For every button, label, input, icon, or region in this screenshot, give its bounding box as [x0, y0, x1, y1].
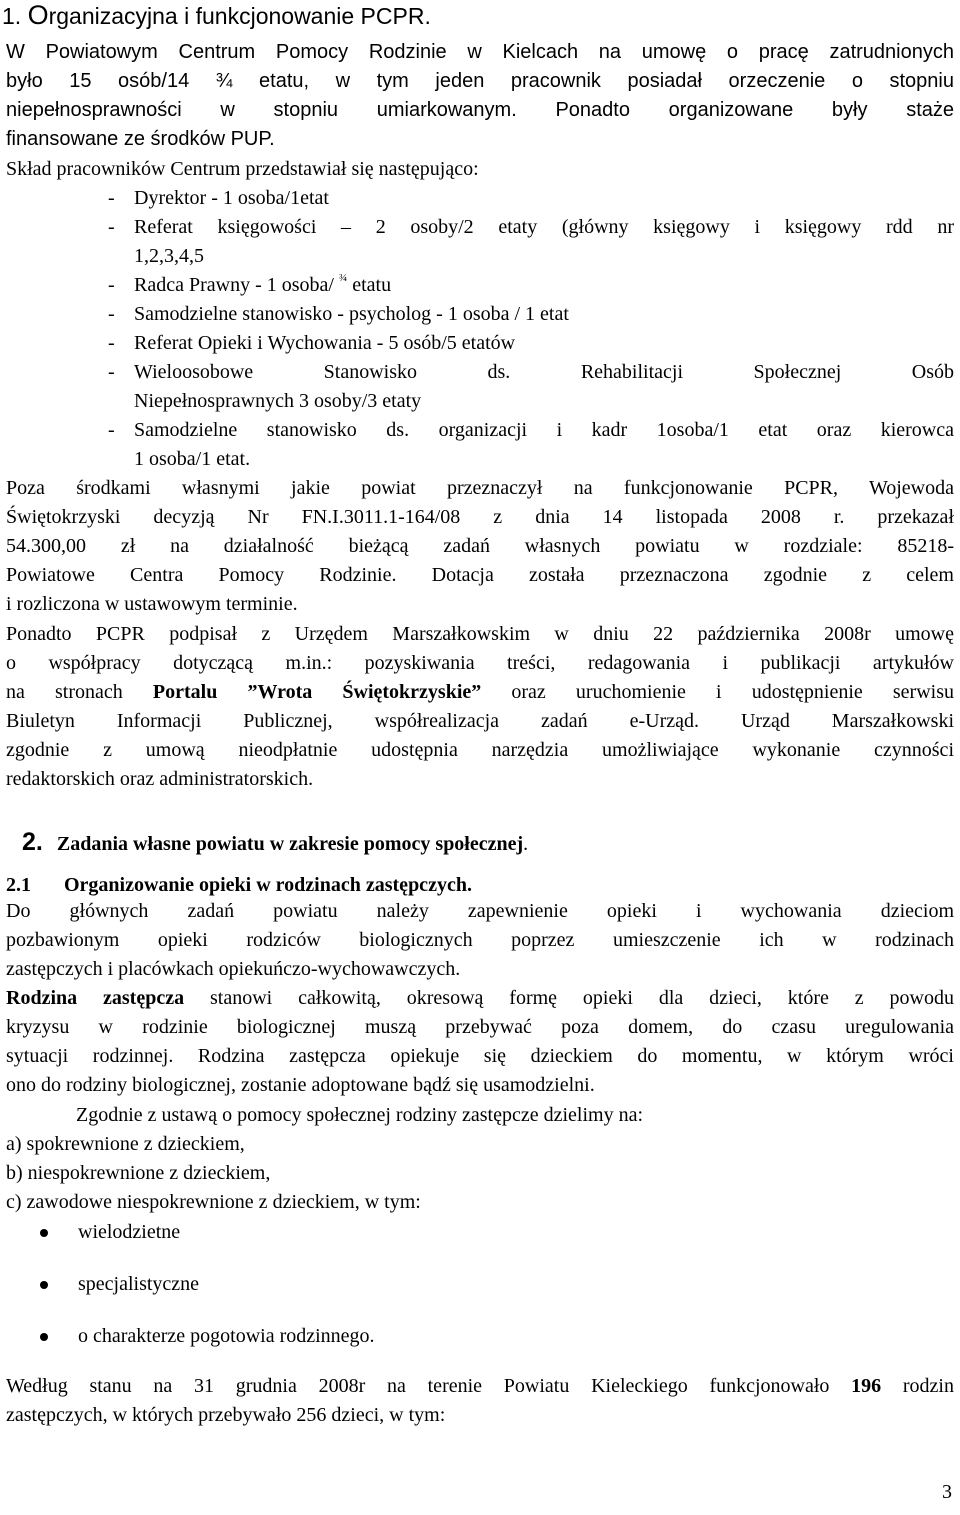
list-item: - Referat księgowości – 2 osoby/2 etaty (główny księgowy i księgowy rdd nr 1,2,3,4,5 — [108, 216, 954, 267]
family-paragraph: Rodzina zastępcza stanowi całkowitą, okresową formę opieki dla dzieci, które z powodu kryzysu w rodzinie biologicznej muszą przebywać poza domem, do czasu uregulowania sytuacji rodzinnej. Rodzina zastępcza opiekuje się dzieckiem do momentu, w którym wróci ono do rodziny biologicznej, zostanie adoptowane bądź się usamodzielni. — [6, 987, 954, 1096]
list-item: - Referat Opieki i Wychowania - 5 osób/5 etatów — [108, 332, 516, 354]
agreement-paragraph: Ponadto PCPR podpisał z Urzędem Marszałkowskim w dniu 22 października 2008r umowę o współpracy dotyczącą m.in.: pozyskiwania treści, redagowania i publikacji artykułów na stronach Portalu ”Wrota Świętokrzyskie” oraz uruchomienie i udostępnienie serwisu Biuletyn Informacji Publicznej, współrealizacja zadań e-Urząd. Urząd Marszałkowski zgodnie z umową nieodpłatnie udostępnia narzędzia umożliwiające wykonanie czynności redaktorskich oraz administratorskich. — [6, 623, 955, 790]
section-2-1-heading: 2.1 Organizowanie opieki w rodzinach zastępczych. — [6, 874, 472, 896]
section-1-heading: 1. Organizacyjna i funkcjonowanie PCPR. — [2, 0, 431, 30]
bullet-icon — [40, 1229, 48, 1237]
division-intro: Zgodnie z ustawą o pomocy społecznej rodziny zastępcze dzielimy na: — [76, 1104, 644, 1126]
list-item: - Dyrektor - 1 osoba/1etat — [108, 187, 329, 209]
bullet-icon — [40, 1333, 48, 1341]
tasks-paragraph: Do głównych zadań powiatu należy zapewnienie opieki i wychowania dzieciom pozbawionym opieki rodziców biologicznych poprzez umieszczenie ich w rodzinach zastępczych i placówkach opiekuńczo-wychowawczych. — [6, 900, 954, 980]
division-list: a) spokrewnione z dzieckiem, b) niespokrewnione z dzieckiem, c) zawodowe niespokrewnione z dzieckiem, w tym: — [6, 1133, 421, 1213]
list-item: - Wieloosobowe Stanowisko ds. Rehabilitacji Społecznej Osób Niepełnosprawnych 3 osoby/3 etaty — [108, 361, 954, 412]
bullet-icon — [40, 1281, 48, 1289]
bullet-item: o charakterze pogotowia rodzinnego. — [78, 1322, 375, 1351]
list-item: - Samodzielne stanowisko ds. organizacji i kadr 1osoba/1 etat oraz kierowca 1 osoba/1 etat. — [108, 419, 954, 470]
funds-paragraph: Poza środkami własnymi jakie powiat przeznaczył na funkcjonowanie PCPR, Wojewoda Świętokrzyski decyzją Nr FN.I.3011.1-164/08 z dnia 14 listopada 2008 r. przekazał 54.300,00 zł na działalność bieżącą zadań własnych powiatu w rozdziale: 85218- Powiatowe Centra Pomocy Rodzinie. Dotacja została przeznaczona zgodnie z celem i rozliczona w ustawowym terminie. — [6, 477, 954, 615]
bullet-item: specjalistyczne — [78, 1270, 199, 1299]
bullet-item: wielodzietne — [78, 1218, 180, 1247]
section-2-heading: 2. Zadania własne powiatu w zakresie pomocy społecznej. — [22, 828, 529, 856]
staff-intro: Skład pracowników Centrum przedstawiał się następująco: — [6, 158, 479, 180]
list-item: - Samodzielne stanowisko - psycholog - 1 osoba / 1 etat — [108, 303, 569, 325]
state-paragraph: Według stanu na 31 grudnia 2008r na terenie Powiatu Kieleckiego funkcjonowało 196 rodzin zastępczych, w których przebywało 256 dzieci, w tym: — [6, 1375, 954, 1426]
intro-paragraph: W Powiatowym Centrum Pomocy Rodzinie w Kielcach na umowę o pracę zatrudnionych było 15 osób/14 ¾ etatu, w tym jeden pracownik posiadał orzeczenie o stopniu niepełnosprawności w stopniu umiarkowanym. Ponadto organizowane były staże finansowane ze środków PUP. — [6, 41, 954, 150]
page-number: 3 — [942, 1481, 952, 1503]
list-item: - Radca Prawny - 1 osoba/ $^{\frac{3}{4}}$ etatu — [108, 272, 392, 296]
